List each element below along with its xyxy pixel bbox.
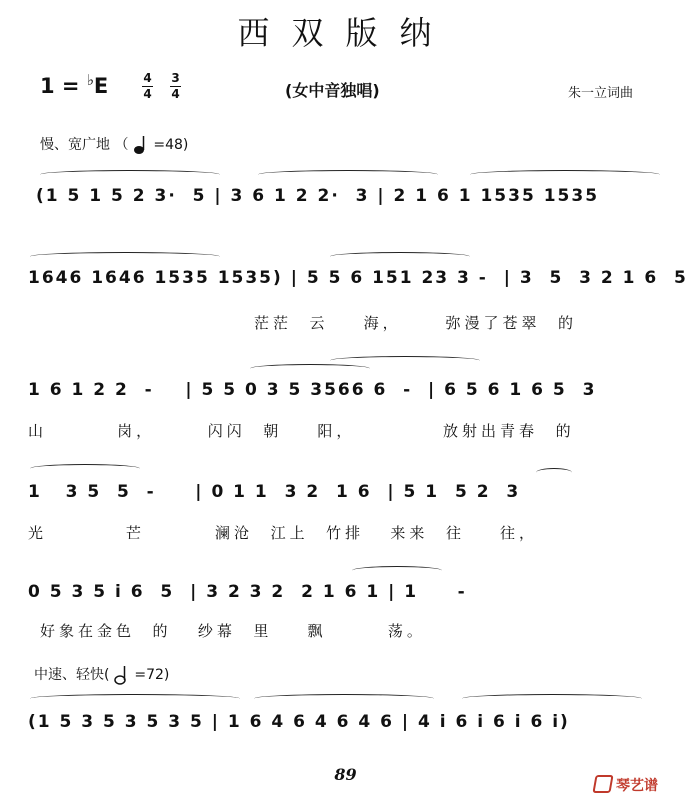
half-note-icon xyxy=(114,665,130,685)
lyrics-line-4: 好象在金色 的 纱幕 里 飘 荡。 xyxy=(40,622,426,640)
staff-2 xyxy=(28,268,688,294)
staff-3 xyxy=(28,380,668,406)
quarter-note-icon xyxy=(133,135,149,155)
tempo-bpm: =48) xyxy=(153,137,189,153)
staff-6 xyxy=(28,712,668,738)
watermark-text: 琴艺谱 xyxy=(616,778,658,794)
song-title: 西双版纳 xyxy=(237,14,454,52)
watermark-logo xyxy=(594,775,658,795)
staff-notes: (1 5 1 5 2 3· 5 | 3 6 1 2 2· 3 | 2 1 6 1 1535 1535 xyxy=(36,186,600,206)
meter-top: 3 xyxy=(171,71,180,85)
lyrics-line-3: 光 芒 澜沧 江上 竹排 来来 往 往， xyxy=(28,524,539,542)
time-signature-4-4 xyxy=(142,72,153,101)
staff-4 xyxy=(28,482,668,508)
key-prefix: 1 = xyxy=(40,74,87,98)
composer-credit: 朱一立词曲 xyxy=(568,86,634,101)
flat-sign: ♭ xyxy=(86,71,94,89)
tempo-bpm: =72) xyxy=(134,667,170,683)
key-note: E xyxy=(93,74,109,98)
staff-notes: 1646 1646 1535 1535) | 5 5 6 151 23 3 - | 3 5 3 2 1 6 5 xyxy=(28,268,688,288)
staff-notes: 1 6 1 2 2 - | 5 5 0 3 5 3566 6 - | 6 5 6 1 6 5 3 xyxy=(28,380,597,400)
lyrics-line-2: 山 岗， 闪闪 朝 阳， 放射出青春 的 xyxy=(28,422,575,440)
voice-type: (女中音独唱) xyxy=(285,81,380,100)
staff-notes: 1 3 5 5 - | 0 1 1 3 2 1 6 | 5 1 5 2 3 xyxy=(28,482,521,502)
staff-notes: 0 5 3 5 i 6 5 | 3 2 3 2 2 1 6 1 | 1 - xyxy=(28,582,467,602)
tempo-text: 慢、宽广地 （ xyxy=(40,137,129,153)
meter-top: 4 xyxy=(143,71,152,85)
watermark-icon xyxy=(592,775,613,793)
meter-bottom: 4 xyxy=(171,87,180,101)
staff-1 xyxy=(28,186,668,212)
meter-bottom: 4 xyxy=(143,87,152,101)
tempo-marking-1 xyxy=(40,134,188,155)
tempo-marking-2 xyxy=(34,664,169,685)
time-signature-3-4 xyxy=(170,72,181,101)
lyrics-line-1: 茫茫 云 海， 弥漫了苍翠 的 xyxy=(254,314,577,332)
tempo-text: 中速、轻快( xyxy=(34,667,110,683)
staff-notes: (1 5 3 5 3 5 3 5 | 1 6 4 6 4 6 4 6 | 4 i 6 i 6 i 6 i) xyxy=(28,712,570,732)
staff-5 xyxy=(28,582,668,608)
key-signature xyxy=(40,71,109,98)
page-number: 89 xyxy=(334,765,357,784)
